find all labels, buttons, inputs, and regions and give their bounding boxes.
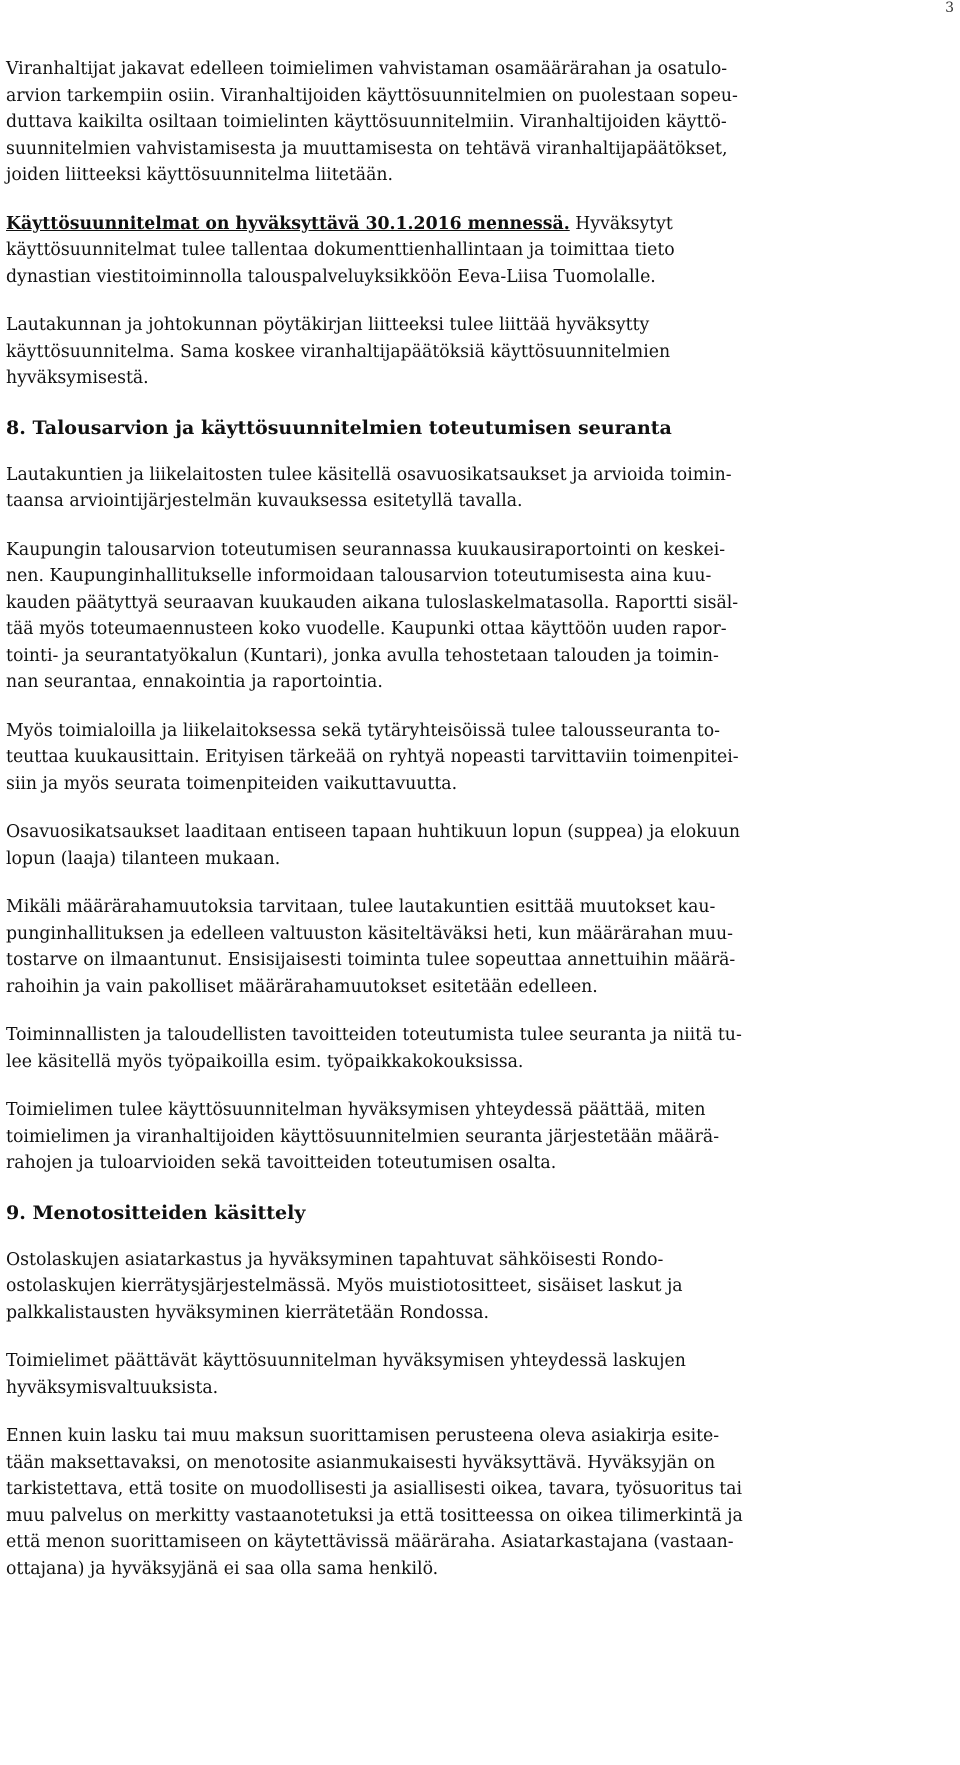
section-8-paragraph: Myös toimialoilla ja liikelaitoksessa sekä tytäryhteisöissä tulee talousseuranta to- teuttaa kuukausittain. Erityisen tärkeää on ryhtyä nopeasti tarvittaviin toimenpitei- siin ja myös seurata toimenpiteiden vaikuttavuutta.: [6, 720, 739, 794]
section-8-paragraph: Mikäli määrärahamuutoksia tarvitaan, tulee lautakuntien esittää muutokset kau- punginhallituksen ja edelleen valtuuston käsiteltäväksi heti, kun määrärahan muu- tostarve on ilmaantunut. Ensisijaisesti toiminta tulee sopeuttaa annettuihin määrä- rahoihin ja vain pakolliset määrärahamuutokset esitetään edelleen.: [6, 897, 736, 997]
approval-deadline-text: Hyväksytyt käyttösuunnitelmat tulee tallentaa dokumenttienhallintaan ja toimittaa tieto dynastian viestitoiminnolla talouspalveluyksikköön Eeva-Liisa Tuomolalle.: [6, 213, 675, 287]
section-9-paragraph: Ennen kuin lasku tai muu maksun suorittamisen perusteena oleva asiakirja esite- tään maksettavaksi, on menotosite asianmukaisesti hyväksyttävä. Hyväksyjän on tarkistettava, että tosite on muodollisesti ja asiallisesti oikea, tavara, työsuoritus tai muu palvelus on merkitty vastaanotetuksi ja että tositteessa on oikea tilimerkintä ja että menon suorittamiseen on käytettävissä määräraha. Asiatarkastajana (vastaan- ottajana) ja hyväksyjänä ei saa olla sama henkilö.: [6, 1426, 743, 1579]
section-9-heading: 9. Menotositteiden käsittely: [6, 1201, 306, 1224]
section-8-paragraph: Toiminnallisten ja taloudellisten tavoitteiden toteutumista tulee seuranta ja niitä tu- lee käsitellä myös työpaikoilla esim. työpaikkakokouksissa.: [6, 1025, 742, 1072]
section-9-paragraph: Ostolaskujen asiatarkastus ja hyväksyminen tapahtuvat sähköisesti Rondo- ostolaskujen kierrätysjärjestelmässä. Myös muistiotositteet, sisäiset laskut ja palkkalistausten hyväksyminen kierrätetään Rondossa.: [6, 1249, 683, 1323]
section-8-heading: 8. Talousarvion ja käyttösuunnitelmien toteutumisen seuranta: [6, 416, 672, 439]
paragraph-approval-deadline: [6, 211, 916, 291]
paragraph-intro: Viranhaltijat jakavat edelleen toimielimen vahvistaman osamäärärahan ja osatulo- arvion tarkempiin osiin. Viranhaltijoiden käyttösuunnitelmien on puolestaan sopeu- duttava kaikilta osiltaan toimielinten käyttösuunnitelmiin. Viranhaltijoiden käyttö- suunnitelmien vahvistamisesta ja muuttamisesta on tehtävä viranhaltijapäätökset, joiden liitteeksi käyttösuunnitelma liitetään.: [6, 59, 738, 185]
approval-deadline-emphasis: Käyttösuunnitelmat on hyväksyttävä 30.1.2016 mennessä.: [6, 213, 570, 234]
document-body: [6, 56, 916, 1604]
paragraph-board-minutes: Lautakunnan ja johtokunnan pöytäkirjan liitteeksi tulee liittää hyväksytty käyttösuunnitelma. Sama koskee viranhaltijapäätöksiä käyttösuunnitelmien hyväksymisestä.: [6, 315, 671, 388]
section-8-paragraph: Osavuosikatsaukset laaditaan entiseen tapaan huhtikuun lopun (suppea) ja elokuun lopun (laaja) tilanteen mukaan.: [6, 822, 741, 869]
section-9-paragraph: Toimielimet päättävät käyttösuunnitelman hyväksymisen yhteydessä laskujen hyväksymisvaltuuksista.: [6, 1351, 686, 1398]
section-8-paragraph: Toimielimen tulee käyttösuunnitelman hyväksymisen yhteydessä päättää, miten toimielimen ja viranhaltijoiden käyttösuunnitelmien seuranta järjestetään määrä- rahojen ja tuloarvioiden sekä tavoitteiden toteutumisen osalta.: [6, 1100, 720, 1173]
page-number: 3: [945, 0, 954, 16]
section-8-paragraph: Kaupungin talousarvion toteutumisen seurannassa kuukausiraportointi on keskei- nen. Kaupunginhallitukselle informoidaan talousarvion toteutumisesta aina kuu- kauden päätyttyä seuraavan kuukauden aikana tuloslaskelmatasolla. Raportti sisäl- tää myös toteumaennusteen koko vuodelle. Kaupunki ottaa käyttöön uuden rapor- tointi- ja seurantatyökalun (Kuntari), jonka avulla tehostetaan talouden ja toimin- nan seurantaa, ennakointia ja raportointia.: [6, 539, 739, 692]
section-8-paragraph: Lautakuntien ja liikelaitosten tulee käsitellä osavuosikatsaukset ja arvioida toimin- taansa arviointijärjestelmän kuvauksessa esitetyllä tavalla.: [6, 464, 732, 511]
